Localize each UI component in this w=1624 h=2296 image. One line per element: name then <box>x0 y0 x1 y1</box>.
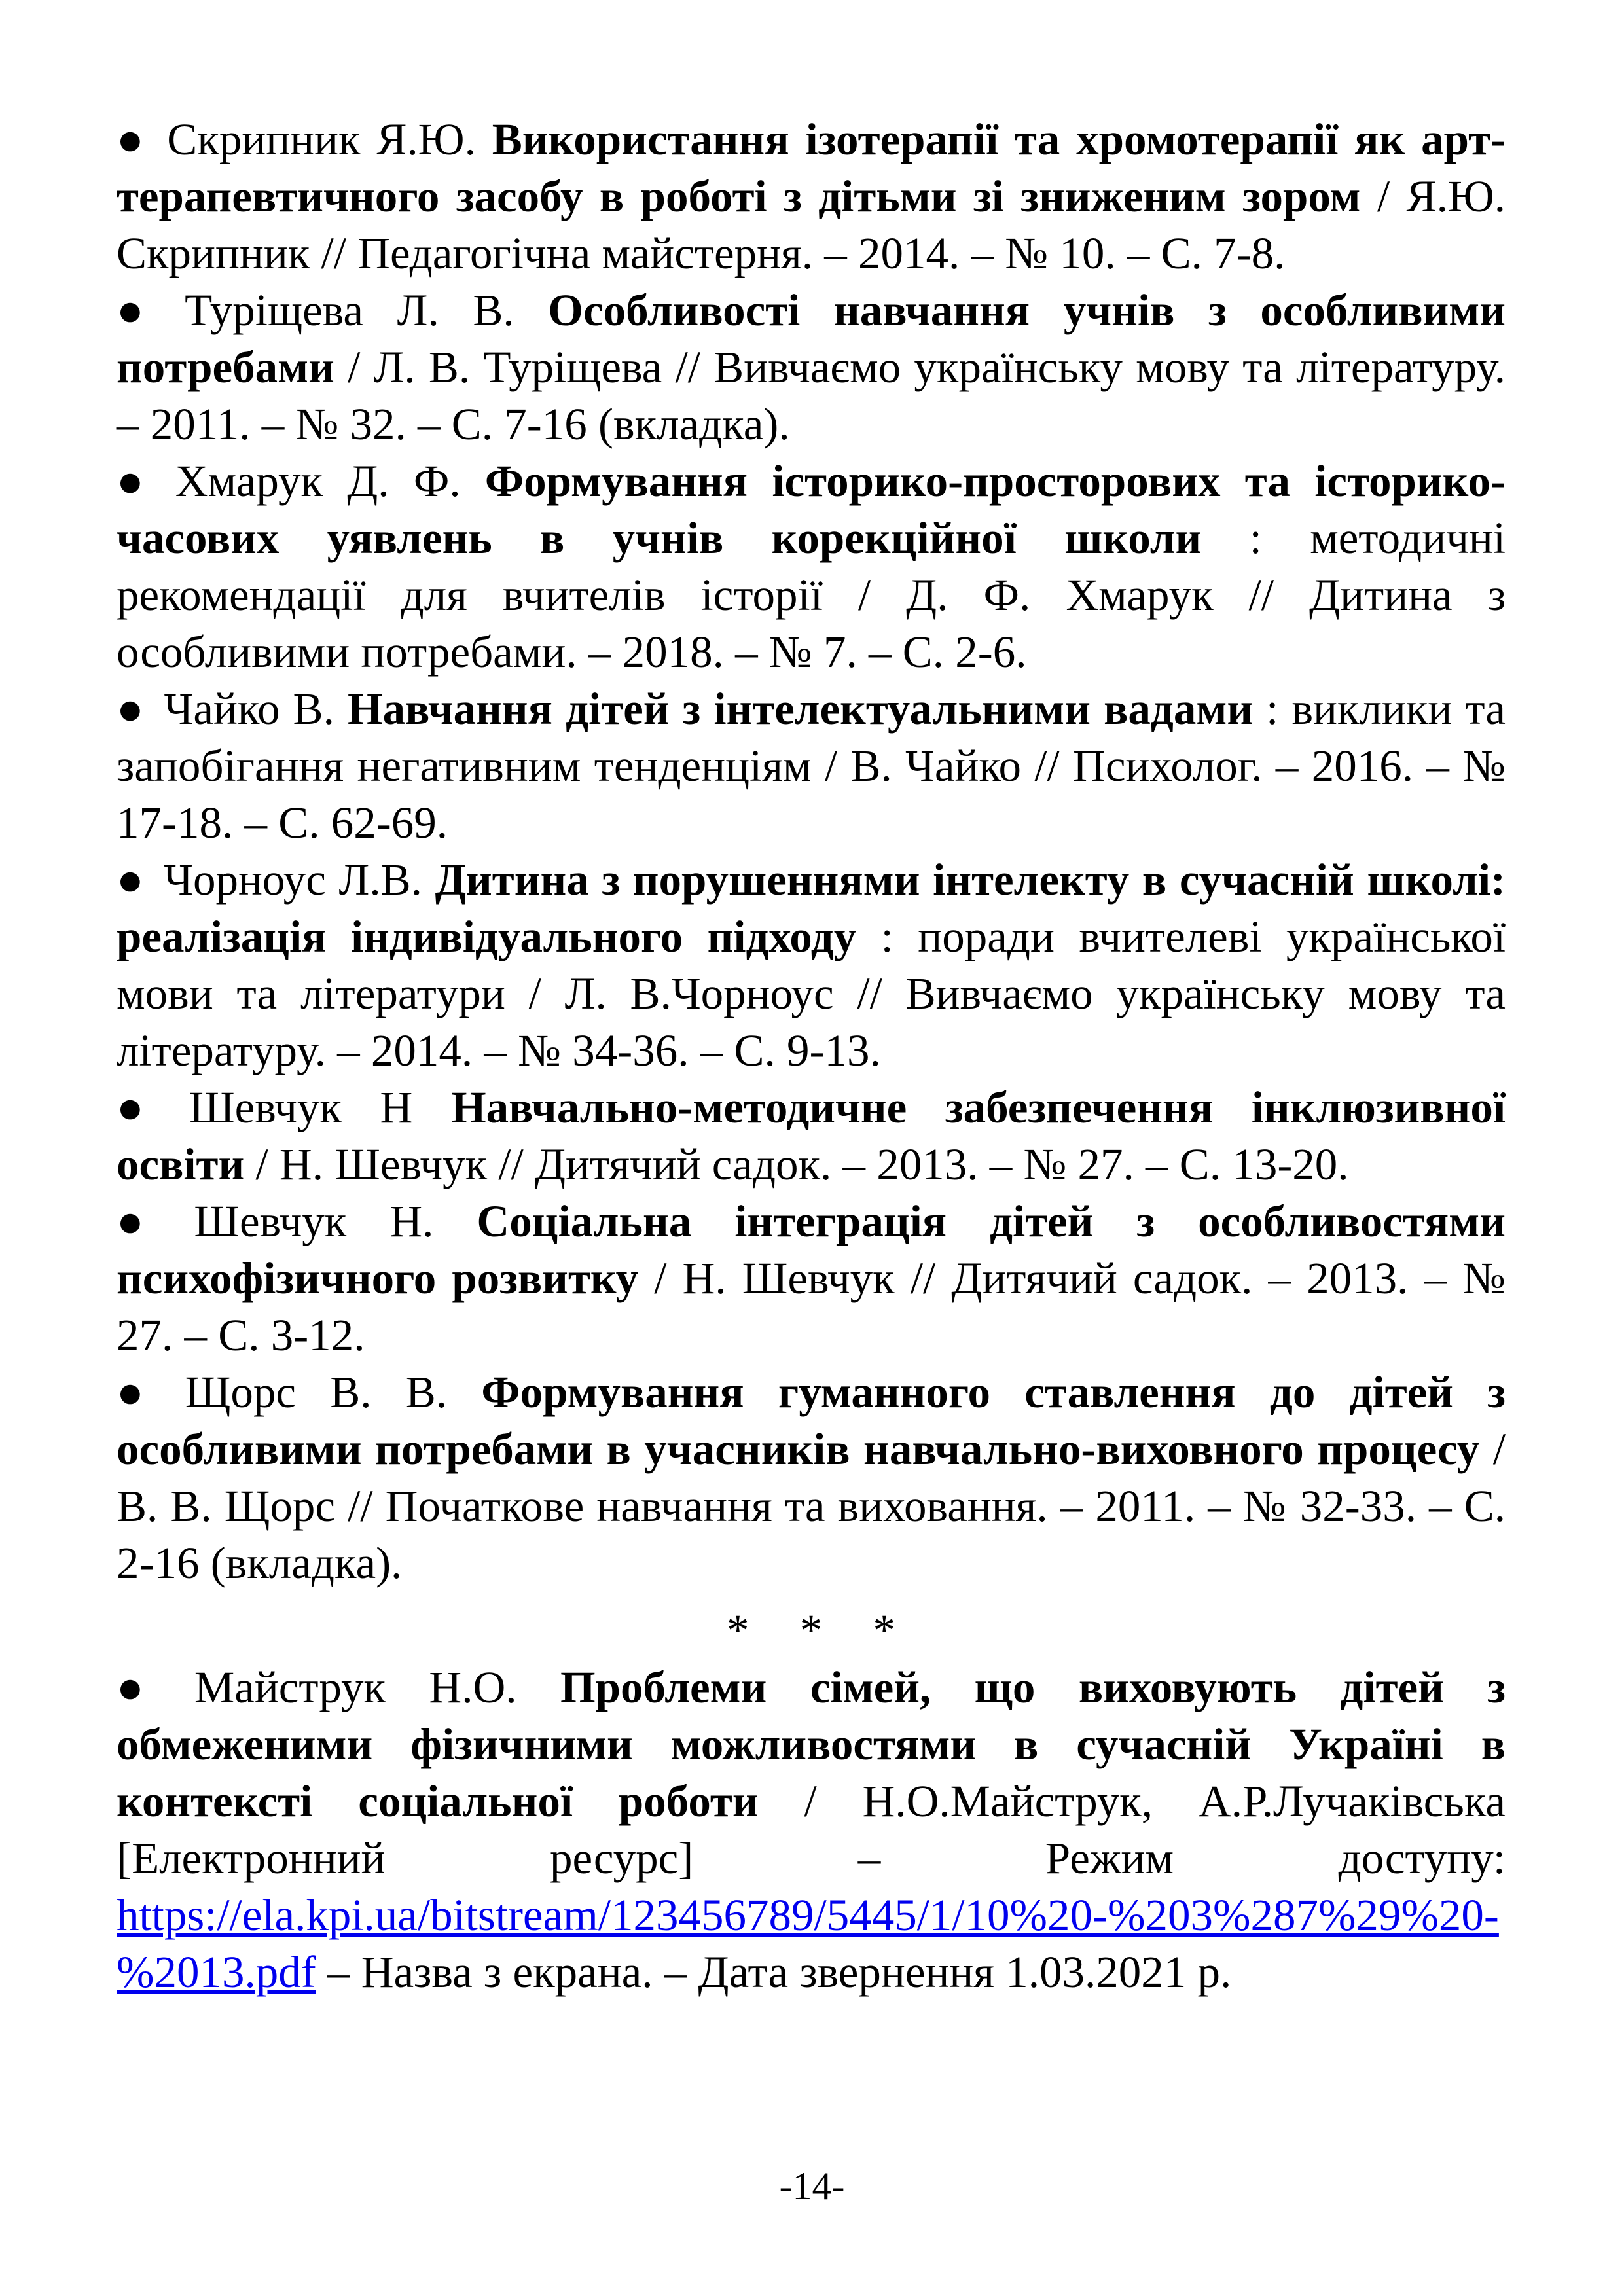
entry-details: : виклики та запобігання негативним тенденціям / В. Чайко // Психолог. – 2016. – № 17-18. – С. 62-69. <box>117 684 1506 848</box>
entry-details: / Я.Ю. Скрипник // Педагогічна майстерня. – 2014. – № 10. – С. 7-8. <box>117 171 1506 278</box>
entry-title: Формування гуманного ставлення до дітей з особливими потребами в учасників навчально-виховного процесу <box>117 1367 1506 1474</box>
entry-author: Щорс В. В. <box>185 1367 448 1417</box>
entry-details: / В. В. Щорс // Початкове навчання та виховання. – 2011. – № 32-33. – С. 2-16 (вкладка). <box>117 1424 1506 1588</box>
bibliography-entry <box>117 282 1506 453</box>
entry-title: Дитина з порушеннями інтелекту в сучасній школі: реалізація індивідуального підходу <box>117 855 1506 961</box>
bullet-icon: ● <box>117 1662 176 1712</box>
bullet-icon: ● <box>117 285 167 335</box>
bibliography-entry <box>117 852 1506 1079</box>
entry-access-note: – Назва з екрана. – Дата звернення 1.03.2021 р. <box>316 1947 1232 1997</box>
entry-title: Навчально-методичне забезпечення інклюзивної освіти <box>117 1083 1506 1189</box>
bibliography-entry <box>117 1079 1506 1193</box>
entry-details: : методичні рекомендації для вчителів історії / Д. Ф. Хмарук // Дитина з особливими потребами. – 2018. – № 7. – С. 2-6. <box>117 513 1506 677</box>
entry-details: / Н.О.Майструк, А.Р.Лучаківська [Електронний ресурс] – Режим доступу: <box>117 1776 1506 1883</box>
entry-author: Хмарук Д. Ф. <box>175 456 461 506</box>
entry-title: Навчання дітей з інтелектуальними вадами <box>347 684 1254 734</box>
entry-details: / Н. Шевчук // Дитячий садок. – 2013. – № 27. – С. 3-12. <box>117 1253 1506 1360</box>
section-separator: * * * <box>727 1605 895 1655</box>
entry-details: / Н. Шевчук // Дитячий садок. – 2013. – № 27. – С. 13-20. <box>244 1139 1349 1189</box>
entry-details: : поради вчителеві української мови та літератури / Л. В.Чорноус // Вивчаємо українську мову та літературу. – 2014. – № 34-36. – С. 9-13. <box>117 912 1506 1075</box>
entry-author: Майструк Н.О. <box>194 1662 517 1712</box>
bullet-icon: ● <box>117 1196 176 1246</box>
bibliography-page <box>117 111 1506 2001</box>
resource-link[interactable]: https://ela.kpi.ua/bitstream/123456789/5445/1/10%20-%203%287%29%20-%2013.pdf <box>117 1890 1499 1997</box>
entry-details: / Л. В. Туріщева // Вивчаємо українську мову та літературу. – 2011. – № 32. – С. 7-16 (вкладка). <box>117 342 1506 449</box>
entry-author: Чорноус Л.В. <box>164 855 422 905</box>
bullet-icon: ● <box>117 855 146 905</box>
entry-title: Проблеми сімей, що виховують дітей з обмеженими фізичними можливостями в сучасній Україні в контексті соціальної роботи <box>117 1662 1506 1826</box>
bullet-icon: ● <box>117 1367 167 1417</box>
entry-author: Шевчук Н. <box>194 1196 434 1246</box>
entry-author: Шевчук Н <box>189 1083 413 1132</box>
bibliography-entry <box>117 1364 1506 1592</box>
bullet-icon: ● <box>117 115 149 164</box>
entry-author: Туріщева Л. В. <box>185 285 514 335</box>
bibliography-entry <box>117 111 1506 282</box>
bibliography-entry-online <box>117 1659 1506 2001</box>
entry-author: Чайко В. <box>164 684 334 734</box>
entry-title: Соціальна інтеграція дітей з особливостями психофізичного розвитку <box>117 1196 1506 1303</box>
page-number: -14- <box>779 2164 845 2208</box>
entry-title: Особливості навчання учнів з особливими потребами <box>117 285 1506 392</box>
entry-title: Використання ізотерапії та хромотерапії як арт-терапевтичного засобу в роботі з дітьми зі зниженим зором <box>117 115 1506 221</box>
bullet-icon: ● <box>117 456 157 506</box>
bibliography-entry <box>117 1193 1506 1364</box>
bibliography-entry <box>117 453 1506 681</box>
bullet-icon: ● <box>117 684 146 734</box>
entry-title: Формування історико-просторових та історико-часових уявлень в учнів корекційної школи <box>117 456 1506 563</box>
bibliography-entry <box>117 681 1506 852</box>
bullet-icon: ● <box>117 1083 171 1132</box>
entry-author: Скрипник Я.Ю. <box>167 115 476 164</box>
